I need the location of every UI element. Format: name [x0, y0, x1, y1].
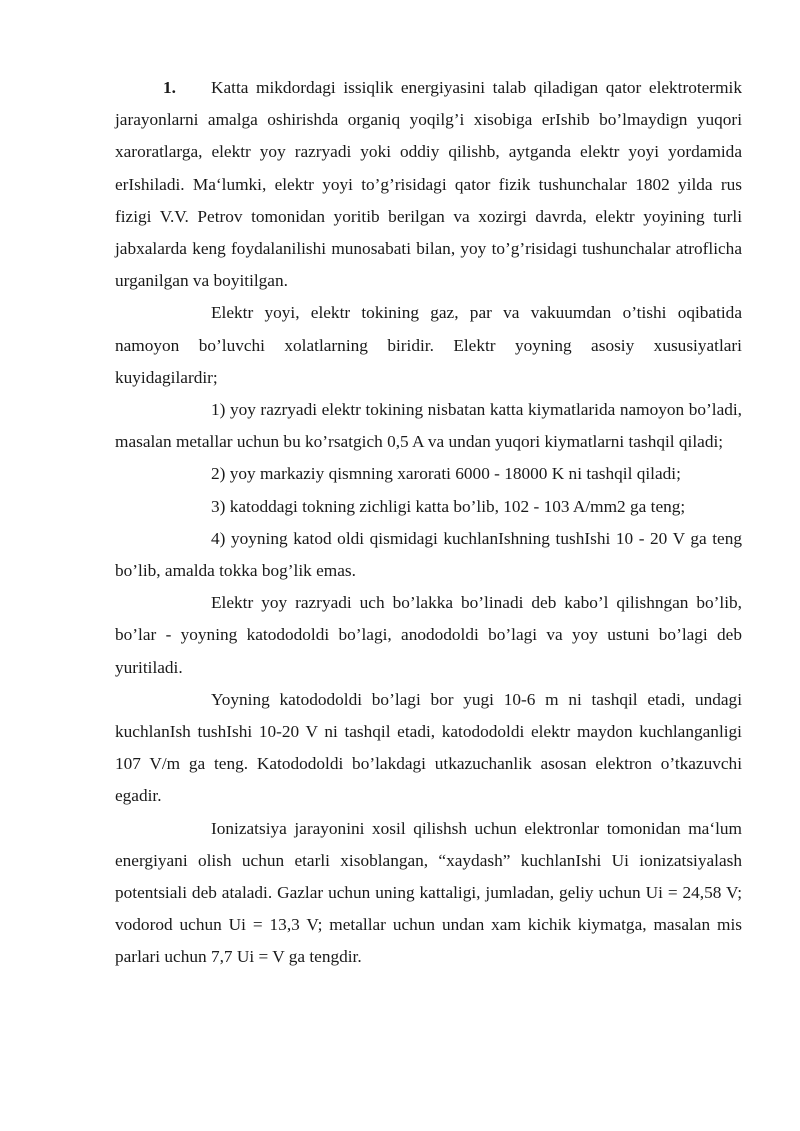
paragraph-arc-definition: Elektr yoyi, elektr tokining gaz, par va vakuumdan o’tishi oqibatida namoyon bo’luvchi xolatlarning biridir. Elektr yoyning asosiy xususiyatlari kuyidagilardir; — [115, 303, 742, 387]
document-page — [115, 72, 742, 974]
paragraph-intro — [115, 72, 742, 297]
list-item-4: 4) yoyning katod oldi qismidagi kuchlanIshning tushIshi 10 - 20 V ga teng bo’lib, amalda tokka bog’lik emas. — [115, 528, 742, 581]
item-number: 1. — [163, 78, 176, 97]
list-item-1: 1) yoy razryadi elektr tokining nisbatan katta kiymatlarida namoyon bo’ladi, masalan metallar uchun bu ko’rsatgich 0,5 A va undan yuqori kiymatlarni tashqil qiladi; — [115, 400, 742, 452]
list-item-2: 2) yoy markaziy qismning xarorati 6000 - 18000 K ni tashqil qiladi; — [211, 464, 681, 484]
list-item-3: 3) katoddagi tokning zichligi katta bo’lib, 102 - 103 A/mm2 ga teng; — [211, 496, 686, 516]
paragraph-text: Katta mikdordagi issiqlik energiyasini talab qiladigan qator elektrotermik jarayonlarni amalga oshirishda organiq yoqilg’i xisobiga erIshib bo’lmaydign yuqori xaroratlarga, elektr yoy razryadi yoki oddiy qilishb, aytganda elektr yoyi yordamida erIshiladi. Ma‘lumki, elektr yoyi to’g’risidagi qator fizik tushunchalar 1802 yilda rus fizigi V.V. Petrov tomonidan yoritib berilgan va xozirgi davrda, elektr yoyining turli jabxalarda keng foydalanilishi munosabati bilan, yoy to’g’risidagi tushunchalar atroflicha urganilgan va boyitilgan. — [115, 78, 742, 291]
paragraph-cathode-region: Yoyning katododoldi bo’lagi bor yugi 10-6 m ni tashqil etadi, undagi kuchlanIsh tushIshi 10-20 V ni tashqil etadi, katododoldi elektr maydon kuchlanganligi 107 V/m ga teng. Katododoldi bo’lakdagi utkazuchanlik asosan elektron o’tkazuvchi egadir. — [115, 689, 742, 806]
paragraph-ionization: Ionizatsiya jarayonini xosil qilishsh uchun elektronlar tomonidan ma‘lum energiyani olish uchun etarli xisoblangan, “xaydash” kuchlanIshi Ui ionizatsiyalash potentsiali deb ataladi. Gazlar uchun uning kattaligi, jumladan, geliy uchun Ui = 24,58 V; vodorod uchun Ui = 13,3 V; metallar uchun undan xam kichik kiymatga, masalan mis parlari uchun 7,7 Ui = V ga tengdir. — [115, 818, 742, 967]
paragraph-arc-parts: Elektr yoy razryadi uch bo’lakka bo’linadi deb kabo’l qilishngan bo’lib, bo’lar - yoyning katododoldi bo’lagi, anododoldi bo’lagi va yoy ustuni bo’lagi deb yuritiladi. — [115, 593, 742, 677]
